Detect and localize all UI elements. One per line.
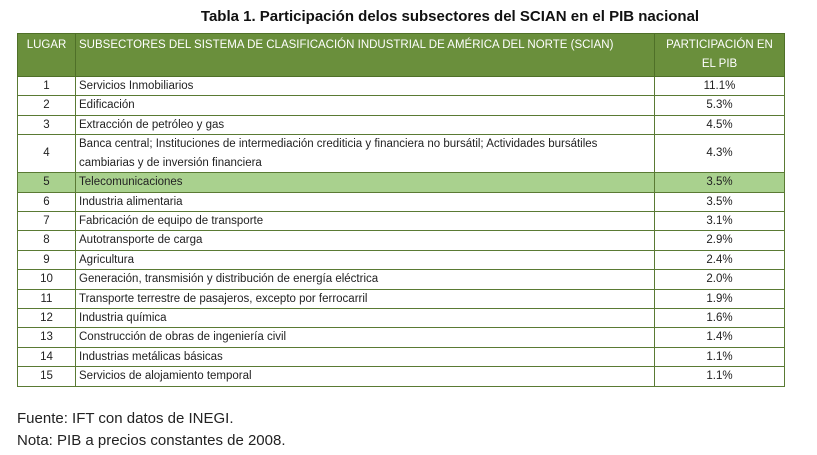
- row-share: 1.1%: [655, 347, 785, 366]
- row-share: 2.0%: [655, 270, 785, 289]
- row-sector: Generación, transmisión y distribución de energía eléctrica: [76, 270, 655, 289]
- row-sector: Banca central; Instituciones de intermediación crediticia y financiera no bursátil; Actividades bursátiles cambiarias y de inversión financiera: [76, 135, 655, 173]
- row-share: 2.9%: [655, 231, 785, 250]
- table-row: [18, 212, 785, 231]
- row-share: 3.1%: [655, 212, 785, 231]
- row-sector: Servicios de alojamiento temporal: [76, 367, 655, 386]
- table-row: [18, 96, 785, 115]
- row-rank: 1: [18, 77, 76, 96]
- row-share: 1.1%: [655, 367, 785, 386]
- row-share: 1.4%: [655, 328, 785, 347]
- row-rank: 6: [18, 192, 76, 211]
- table-row: [18, 115, 785, 134]
- header-sector: SUBSECTORES DEL SISTEMA DE CLASIFICACIÓN INDUSTRIAL DE AMÉRICA DEL NORTE (SCIAN): [76, 34, 655, 77]
- row-share: 11.1%: [655, 77, 785, 96]
- scian-table: [17, 33, 785, 387]
- table-row: [18, 192, 785, 211]
- row-share: 4.5%: [655, 115, 785, 134]
- row-rank: 4: [18, 135, 76, 173]
- row-share: 2.4%: [655, 250, 785, 269]
- source-note: Fuente: IFT con datos de INEGI.: [17, 410, 234, 427]
- table-row: [18, 270, 785, 289]
- header-share: PARTICIPACIÓN EN EL PIB: [655, 34, 785, 77]
- table-row: [18, 231, 785, 250]
- table-row: [18, 77, 785, 96]
- row-sector: Servicios Inmobiliarios: [76, 77, 655, 96]
- row-rank: 11: [18, 289, 76, 308]
- row-sector: Industrias metálicas básicas: [76, 347, 655, 366]
- table-row: [18, 309, 785, 328]
- table-title: Tabla 1. Participación delos subsectores del SCIAN en el PIB nacional: [200, 8, 700, 25]
- header-rank: LUGAR: [18, 34, 76, 77]
- row-share: 3.5%: [655, 173, 785, 192]
- table-row: [18, 347, 785, 366]
- table-row: [18, 328, 785, 347]
- row-rank: 15: [18, 367, 76, 386]
- row-rank: 12: [18, 309, 76, 328]
- row-rank: 2: [18, 96, 76, 115]
- row-rank: 13: [18, 328, 76, 347]
- row-rank: 10: [18, 270, 76, 289]
- row-sector: Autotransporte de carga: [76, 231, 655, 250]
- row-sector: Extracción de petróleo y gas: [76, 115, 655, 134]
- row-share: 4.3%: [655, 135, 785, 173]
- row-share: 5.3%: [655, 96, 785, 115]
- row-rank: 7: [18, 212, 76, 231]
- table-row: [18, 173, 785, 192]
- row-rank: 8: [18, 231, 76, 250]
- row-sector: Edificación: [76, 96, 655, 115]
- row-rank: 5: [18, 173, 76, 192]
- row-sector: Industria química: [76, 309, 655, 328]
- table-row: [18, 289, 785, 308]
- row-sector: Fabricación de equipo de transporte: [76, 212, 655, 231]
- row-share: 1.6%: [655, 309, 785, 328]
- table-row: [18, 250, 785, 269]
- row-rank: 3: [18, 115, 76, 134]
- footnote: Nota: PIB a precios constantes de 2008.: [17, 432, 286, 449]
- row-rank: 9: [18, 250, 76, 269]
- row-sector: Construcción de obras de ingeniería civil: [76, 328, 655, 347]
- row-share: 1.9%: [655, 289, 785, 308]
- row-share: 3.5%: [655, 192, 785, 211]
- table-row: [18, 367, 785, 386]
- row-sector: Agricultura: [76, 250, 655, 269]
- row-sector: Industria alimentaria: [76, 192, 655, 211]
- table-header-row: [18, 34, 785, 77]
- row-rank: 14: [18, 347, 76, 366]
- table-row: [18, 135, 785, 173]
- row-sector: Telecomunicaciones: [76, 173, 655, 192]
- row-sector: Transporte terrestre de pasajeros, excepto por ferrocarril: [76, 289, 655, 308]
- table-body: [18, 77, 785, 387]
